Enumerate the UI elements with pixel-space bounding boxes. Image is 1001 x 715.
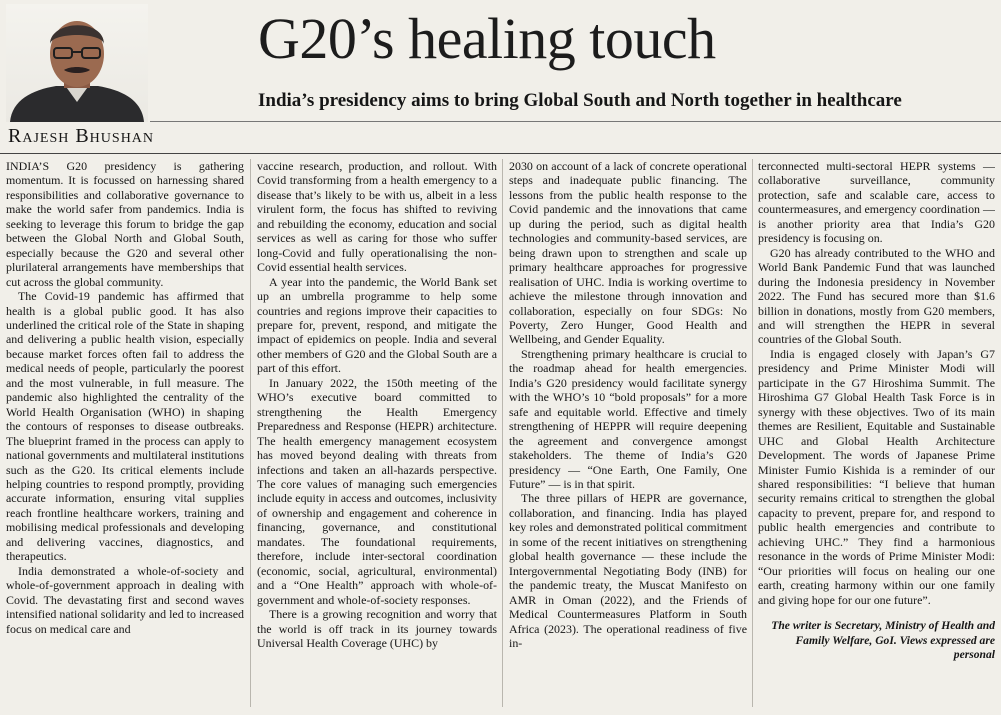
- article-column-4: [758, 159, 995, 711]
- headline: G20’s healing touch: [258, 6, 716, 71]
- paragraph: In January 2022, the 150th meeting of the WHO’s executive board committed to strengthening the Health Emergency Preparedness and Response (HEPR) architecture. The health emergency management ecosystem has moved beyond dealing with threats from infections and taken an all-hazards perspective. The core values of managing such emergencies include equity in access and outcomes, inclusivity of ownership and engagement and coherence in financing, governance, and constitutional mandates. The foundational requirements, therefore, include inter-sectoral coordination (economic, social, agricultural, environmental) and a “One Health” approach with whole-of-government and whole-of-society responses.: [257, 375, 497, 607]
- paragraph: 2030 on account of a lack of concrete operational steps and inadequate public financing. The lessons from the public health response to the Covid pandemic and the innovations that came up during the period, such as digital health technologies and community-based services, are being drawn upon to strengthen and scale up primary healthcare approaches for progressive realisation of UHC. India is working overtime to achieve the milestone through innovation and collaboration, especially on four SDGs: No Poverty, Zero Hunger, Good Health and Wellbeing, and Gender Equality.: [509, 159, 747, 347]
- paragraph: India demonstrated a whole-of-society and whole-of-government approach in dealing with Covid. The devastating first and second waves intensified national solidarity and led to increased focus on medical care and: [6, 563, 244, 636]
- article-column-1: [6, 159, 244, 711]
- article-column-3: [509, 159, 747, 711]
- author-note: The writer is Secretary, Ministry of Health and Family Welfare, GoI. Views expressed are personal: [771, 619, 995, 661]
- paragraph: India is engaged closely with Japan’s G7 presidency and Prime Minister Modi will participate in the G7 Hiroshima Summit. The Hiroshima G7 Global Health Task Force is in synergy with these objectives. Two of its main themes are Resilient, Equitable and Sustainable UHC and Global Health Architecture Development. The words of Japanese Prime Minister Fumio Kishida is a reminder of our shared responsibilities: “I believe that human security remains critical to strengthen the global capacity to prevent, prepare for, and respond to public health emergencies and contribute to achieving UHC.” They find a harmonious resonance in the words of Prime Minister Modi: “Our priorities will focus on healing our one earth, creating harmony within our one family and giving hope for our one future”.: [758, 346, 995, 607]
- author-byline: Rajesh Bhushan: [8, 125, 155, 147]
- paragraph: INDIA’S G20 presidency is gathering momentum. It is focussed on harnessing shared responsibilities and collaborative governance to make the world safer from pandemics. India is seeking to leverage this forum to bridge the gap between the Global North and Global South, especially because the G20 and several other plurilateral arrangements have memberships that cut across the global community.: [6, 159, 244, 289]
- paragraph: vaccine research, production, and rollout. With Covid transforming from a health emergency to a disease that’s likely to be with us, albeit in a less virulent form, the focus has shifted to reviving and rebuilding the economy, education and social services as well as caring for those who suffer long-Covid and fully operationalising the non-Covid essential health services.: [257, 159, 497, 275]
- subheadline: India’s presidency aims to bring Global South and North together in healthcare: [258, 90, 902, 111]
- paragraph: The three pillars of HEPR are governance, collaboration, and financing. India has played key roles and demonstrated political commitment in some of the recent initiatives on strengthening global health governance — these include the Intergovernmental Negotiating Body (INB) for the pandemic treaty, the Muscat Manifesto on AMR in Oman (2022), and the Friends of Medical Countermeasures Platform in South Africa (2023). The operational readiness of five in-: [509, 491, 747, 650]
- paragraph: G20 has already contributed to the WHO and World Bank Pandemic Fund that was launched during the Indonesia presidency in November 2022. The Fund has secured more than $1.6 billion in donations, mostly from G20 members, and will strengthen the HEPR in several countries of the Global South.: [758, 245, 995, 347]
- paragraph: Strengthening primary healthcare is crucial to the roadmap ahead for health emergencies. India’s G20 presidency would facilitate synergy with the WHO’s 10 “bold proposals” for a more safe and equitable world. Effective and timely strengthening of HEPPR will require deepening the agreement and convergence amongst stakeholders. The theme of India’s G20 presidency — “One Earth, One Family, One Future” — is in that spirit.: [509, 346, 747, 491]
- column-divider: [250, 159, 251, 707]
- author-portrait-icon: [6, 4, 148, 122]
- column-divider: [752, 159, 753, 707]
- top-divider: [0, 153, 1001, 154]
- paragraph: terconnected multi-sectoral HEPR systems — collaborative surveillance, community protection, safe and scalable care, access to countermeasures, and emergency coordination — is another priority area that India’s G20 presidency is focusing on.: [758, 159, 995, 246]
- paragraph: A year into the pandemic, the World Bank set up an umbrella programme to help some countries and regions improve their capacities to prepare for, prevent, respond, and mitigate the impact of epidemics on people. India and several other members of G20 and the Global South are a part of this effort.: [257, 274, 497, 376]
- paragraph: There is a growing recognition and worry that the world is off track in its journey towards Universal Health Coverage (UHC) by: [257, 607, 497, 650]
- headline-divider: [150, 121, 1001, 122]
- column-divider: [502, 159, 503, 707]
- paragraph: The Covid-19 pandemic has affirmed that health is a global public good. It has also underlined the critical role of the State in shaping and delivering a public health vision, especially because market forces often fail to address the medical needs of people, particularly the poorest and the most vulnerable, in full measure. The pandemic also highlighted the centrality of the World Health Organisation (WHO) in shaping the contours of responses to disease outbreaks. The blueprint framed in the process can apply to national governments and multilateral institutions such as the G20. Its critical elements include helping countries to respond promptly, providing accurate information, ensuring vital supplies reach frontline healthcare workers, training and mobilising medical professionals and developing and delivering vaccines, diagnostics, and therapeutics.: [6, 289, 244, 564]
- author-photo: [6, 4, 148, 122]
- article-column-2: [257, 159, 497, 711]
